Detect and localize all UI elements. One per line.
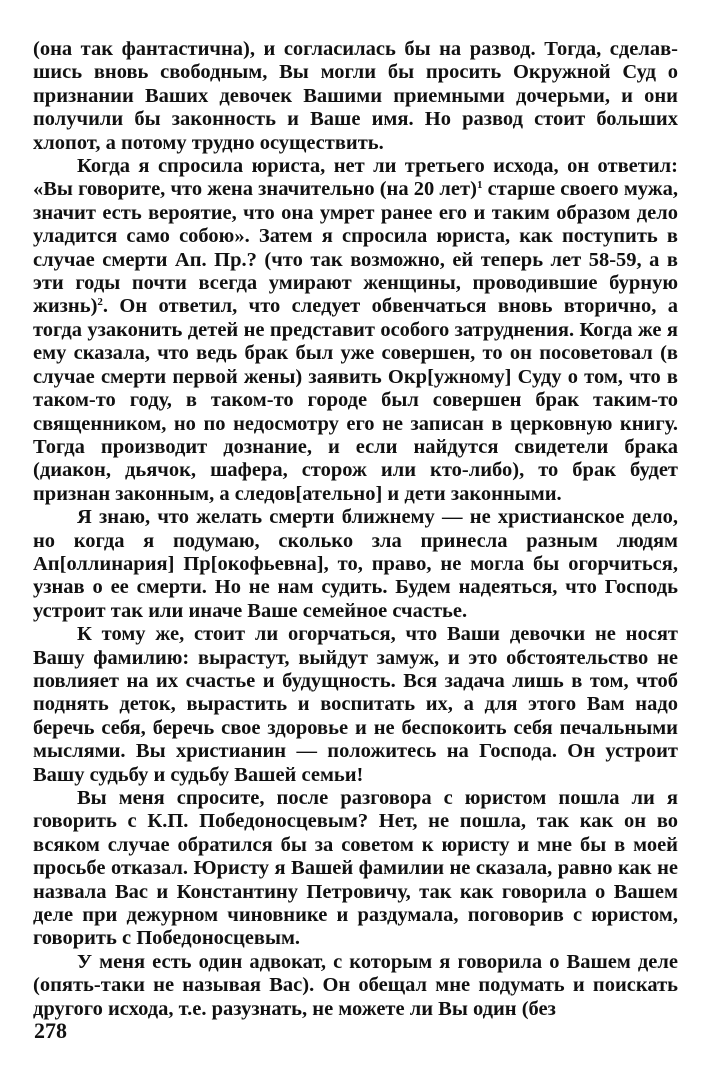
paragraph-2 xyxy=(33,155,678,506)
footnote-marker-1: 1 xyxy=(476,179,483,192)
paragraph-2-text-c: . Он ответил, что следует обвенчаться вновь вторично, а тогда узаконить детей не представит особого затруднения. Когда же я ему сказала, что ведь брак был уже совершен, то он посоветовал (в случае смерти первой жены) заявить Окр[ужному] Суду о том, что в таком-то году, в таком-то городе был совершен брак таким-то священником, но по недосмотру его не записан в церковную книгу. Тогда производит дознание, и если найдутся свидетели брака (диакон, дьячок, шафера, сторож или кто-либо), то брак будет признан законным, а следов[ательно] и дети законными. xyxy=(33,295,678,505)
paragraph-6: У меня есть один адвокат, с которым я говорила о Вашем деле (опять-таки не называя Вас). Он обещал мне подумать и поискать другого исхода, т.е. разузнать, не можете ли Вы один (без xyxy=(33,950,678,1020)
page-body xyxy=(33,38,678,1021)
paragraph-2-text-b: старше своего мужа, значит есть вероятие, что она умрет ранее его и таким образом дело уладится само собою». Затем я спросила юриста, как поступить в случае смерти Ап. Пр.? (что так возможно, ей теперь лет 58-59, а в эти годы почти всегда умирают женщины, проводившие бурную жизнь) xyxy=(33,178,678,318)
paragraph-2-text-a: Когда я спросила юриста, нет ли третьего исхода, он ответил: «Вы говорите, что жена значительно (на 20 лет) xyxy=(33,155,678,201)
paragraph-1: (она так фантастична), и согласилась бы на развод. Тогда, сделавшись вновь свободным, Вы могли бы просить Окружной Суд о признании Ваших девочек Вашими приемными дочерьми, и они получили бы законность и Ваше имя. Но развод стоит больших хлопот, а потому трудно осуществить. xyxy=(33,38,678,154)
paragraph-5: Вы меня спросите, после разговора с юристом пошла ли я говорить с К.П. Победоносцевым? Нет, не пошла, так как он во всяком случае обратился бы за советом к юристу и мне бы в моей просьбе отказал. Юристу я Вашей фамилии не сказала, равно как не назвала Вас и Константину Петровичу, так как говорила о Вашем деле при дежурном чиновнике и раздумала, поговорив с юристом, говорить с Победоносцевым. xyxy=(33,787,678,950)
footnote-marker-2: 2 xyxy=(97,296,103,309)
paragraph-4: К тому же, стоит ли огорчаться, что Ваши девочки не носят Вашу фамилию: вырастут, выйдут замуж, и это обстоятельство не повлияет на их счастье и будущность. Вся задача лишь в том, чтоб поднять деток, вырастить и воспитать их, а для этого Вам надо беречь себя, беречь свое здоровье и не беспокоить себя печальными мыслями. Вы христианин — положитесь на Господа. Он устроит Вашу судьбу и судьбу Вашей семьи! xyxy=(33,623,678,786)
paragraph-3: Я знаю, что желать смерти ближнему — не христианское дело, но когда я подумаю, сколько зла принесла разным людям Ап[оллинария] Пр[окофьевна], то, право, не могла бы огорчиться, узнав о ее смерти. Но не нам судить. Будем надеяться, что Господь устроит так или иначе Ваше семейное счастье. xyxy=(33,506,678,622)
page-number: 278 xyxy=(34,1018,67,1043)
